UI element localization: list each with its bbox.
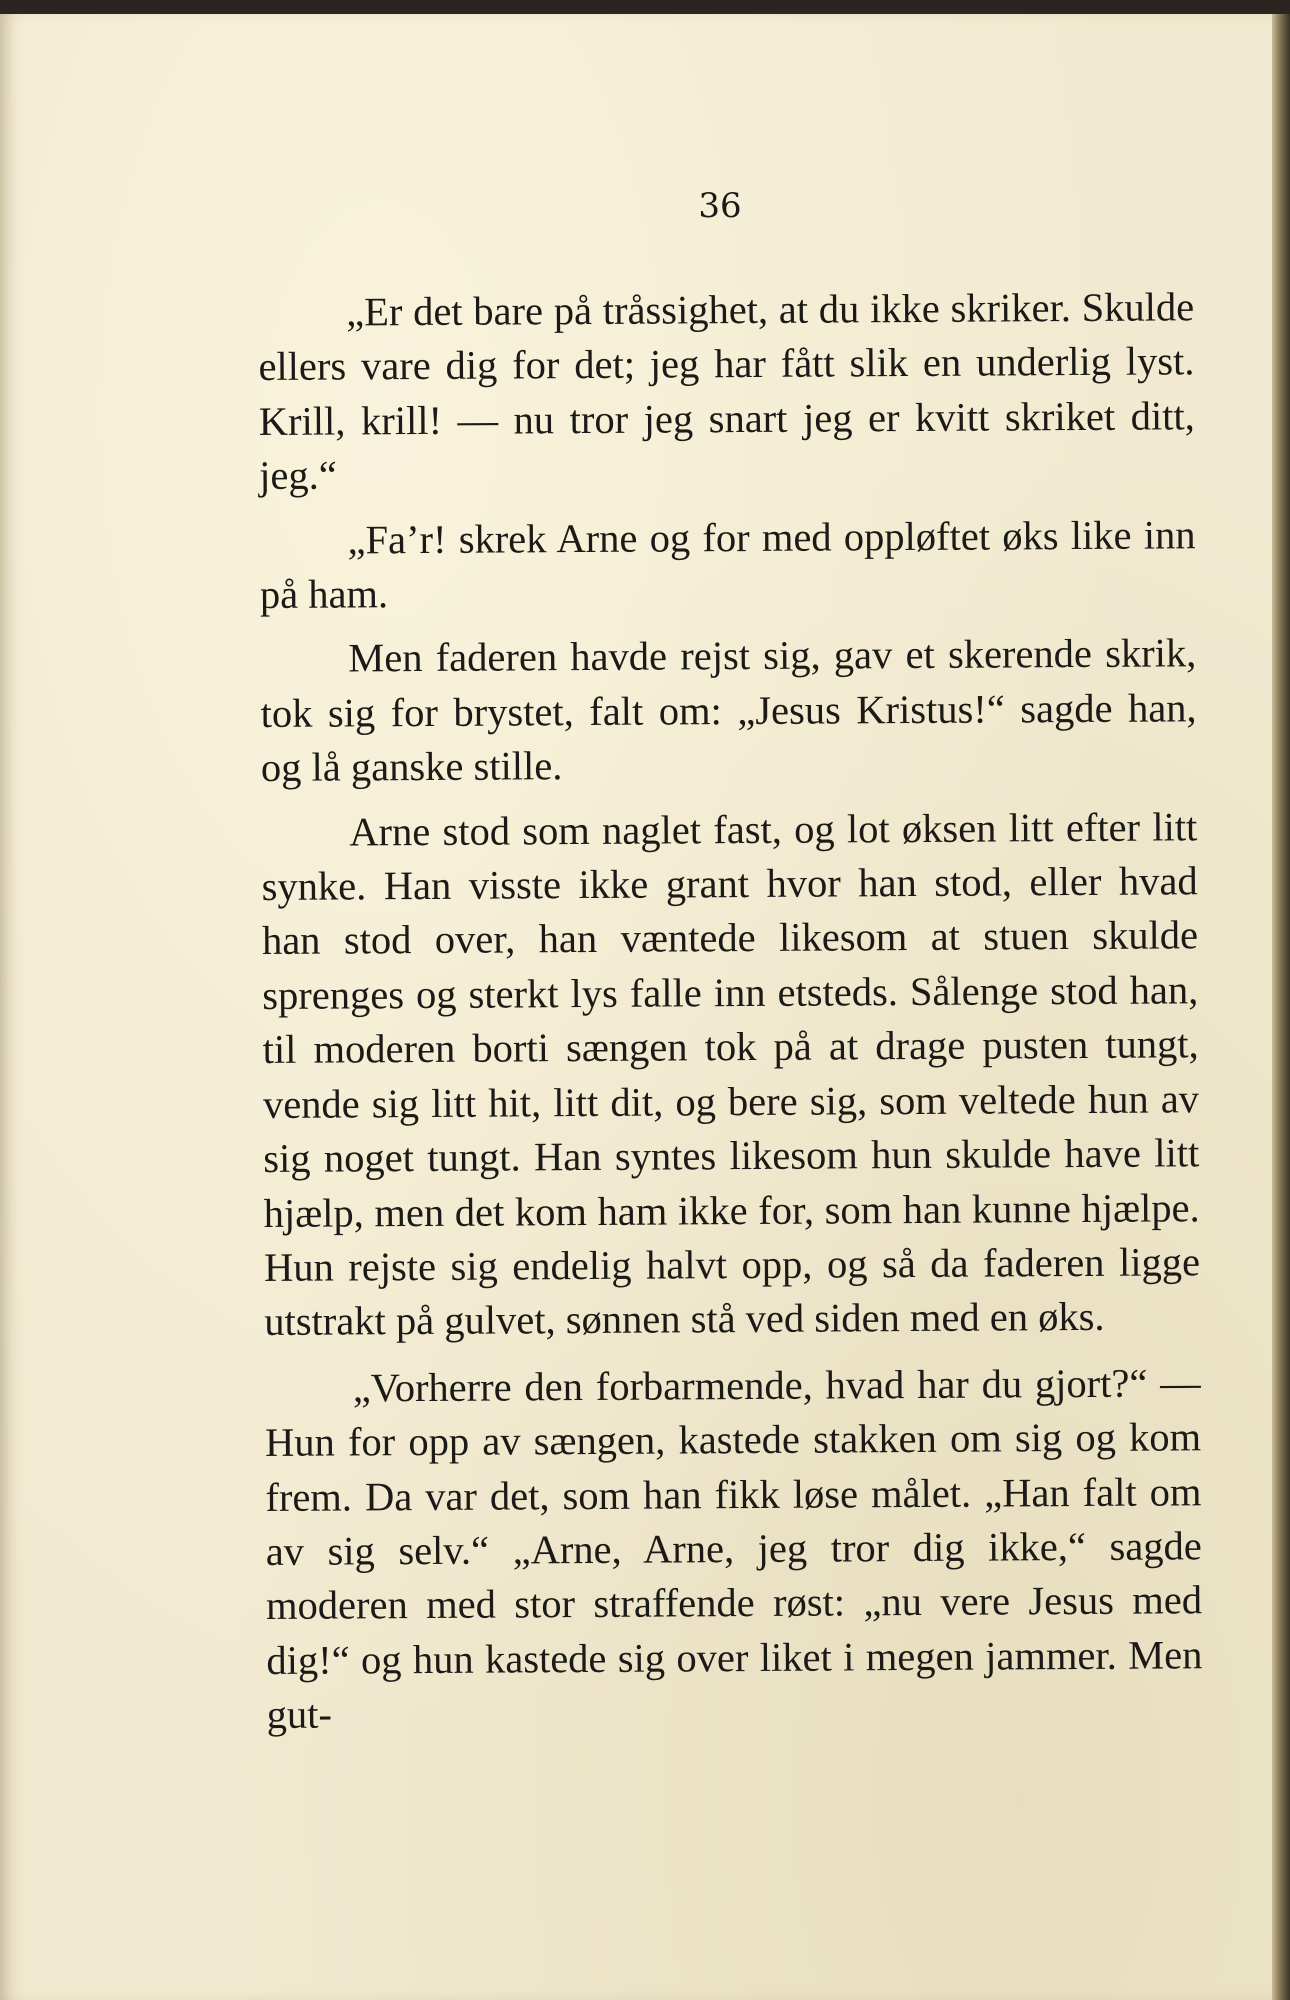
scan-top-border xyxy=(0,0,1290,14)
page-edge xyxy=(1272,14,1290,2000)
paragraph: „Fa’r! skrek Arne og for med oppløftet øks like inn på ham. xyxy=(259,511,1196,618)
paragraph: „Vorherre den forbarmende, hvad har du gjort?“ — Hun for opp av sængen, kastede stakken om sig og kom frem. Da var det, som han fikk løse målet. „Han falt om av sig selv.“ „Arne, Arne, jeg tror dig ikke,“ sagde moderen med stor straffende røst: „nu vere Jesus med dig!“ og hun kastede sig over liket i megen jammer. Men gut- xyxy=(264,1359,1203,1738)
paragraph: Men faderen havde rejst sig, gav et skerende skrik, tok sig for brystet, falt om: „Jesus Kristus!“ sagde han, og lå ganske stille. xyxy=(260,630,1197,791)
book-page xyxy=(0,14,1272,2000)
paragraph: Arne stod som naglet fast, og lot øksen litt efter litt synke. Han visste ikke grant hvor han stod, eller hvad han stod over, han væntede likesom at stuen skulde sprenges og sterkt lys falle inn etsteds. Sålenge stod han, til moderen borti sængen tok på at drage pusten tungt, vende sig litt hit, litt dit, og bere sig, som veltede hun av sig noget tungt. Han syntes likesom hun skulde have litt hjælp, men det kom ham ikke for, som han kunne hjælpe. Hun rejste sig endelig halvt opp, og så da faderen ligge utstrakt på gulvet, sønnen stå ved siden med en øks. xyxy=(261,803,1201,1345)
paragraph: „Er det bare på tråssighet, at du ikke skriker. Skulde ellers vare dig for det; jeg har fått slik en underlig lyst. Krill, krill! — nu tror jeg snart jeg er kvitt skriket ditt, jeg.“ xyxy=(258,284,1195,499)
page-text xyxy=(258,280,1203,1752)
page-number: 36 xyxy=(698,186,742,226)
